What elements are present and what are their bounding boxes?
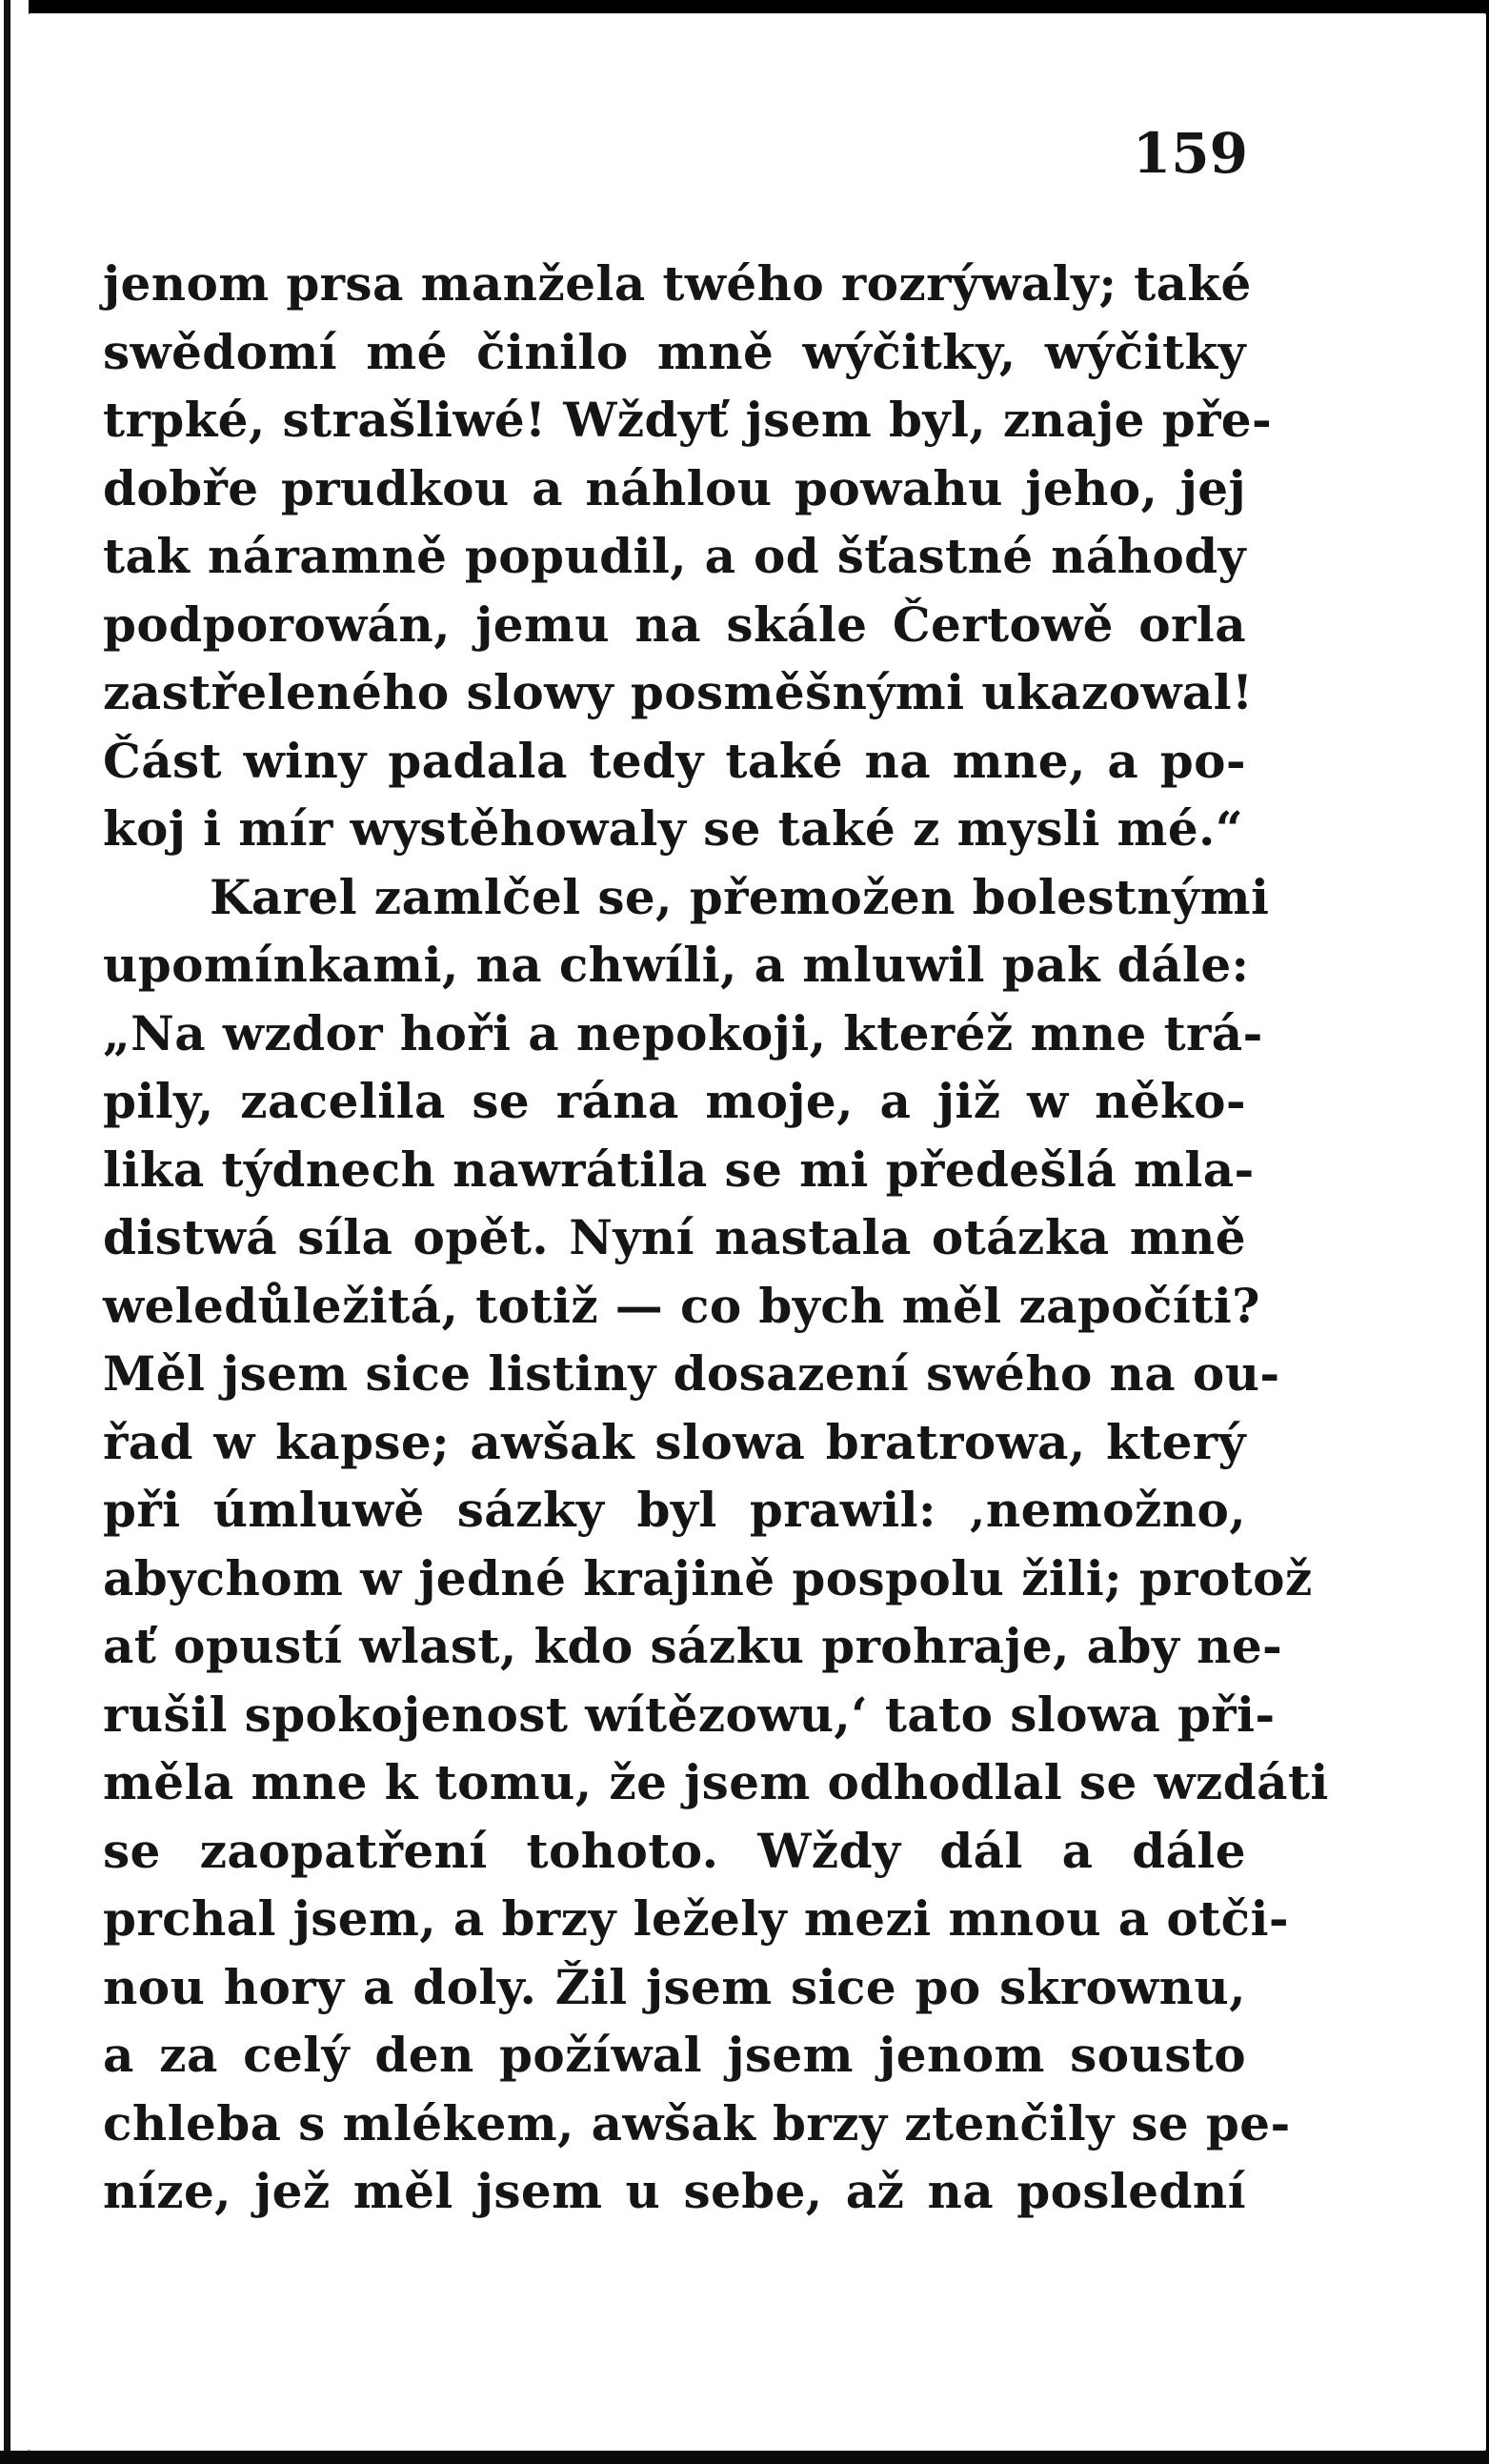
- text-line: weledůležitá, totiž — co bych měl započíti?: [103, 1277, 1260, 1334]
- text-line: měla mne k tomu, že jsem odhodlal se wzdáti: [103, 1754, 1329, 1810]
- text-line: při úmluwě sázky byl prawil: ‚nemožno,: [103, 1482, 1246, 1538]
- text-line: pily, zacelila se rána moje, a již w něko-: [103, 1073, 1246, 1129]
- binding-edge: [4, 0, 10, 2464]
- text-line: nou hory a doly. Žil jsem sice po skrownu,: [103, 1958, 1246, 2015]
- text-line: upomínkami, na chwíli, a mluwil pak dále:: [103, 937, 1250, 993]
- text-line: trpké, strašliwé! Wždyť jsem byl, znaje pře-: [103, 392, 1273, 448]
- text-line: Měl jsem sice listiny dosazení swého na ou-: [103, 1345, 1280, 1402]
- text-line: chleba s mlékem, awšak brzy ztenčily se pe-: [103, 2094, 1291, 2151]
- text-line: tak náramně popudil, a od šťastné náhody: [103, 528, 1246, 584]
- text-line: distwá síla opět. Nyní nastala otázka mně: [103, 1209, 1246, 1265]
- text-line: abychom w jedné krajině pospolu žili; protož: [103, 1549, 1313, 1606]
- text-line: koj i mír wystěhowaly se také z mysli mé.“: [103, 800, 1243, 857]
- text-line: Část winy padala tedy také na mne, a po-: [103, 732, 1246, 789]
- text-line: řad w kapse; awšak slowa bratrowa, který: [103, 1413, 1246, 1470]
- text-line: níze, jež měl jsem u sebe, až na poslední: [103, 2163, 1246, 2219]
- text-line: lika týdnech nawrátila se mi předešlá mla-: [103, 1141, 1255, 1198]
- text-line: „Na wzdor hoři a nepokoji, kteréž mne trá-: [103, 1004, 1263, 1061]
- text-line: jenom prsa manžela twého rozrýwaly; také: [103, 255, 1252, 312]
- text-line: a za celý den požíwal jsem jenom sousto: [103, 2027, 1246, 2083]
- text-line: prchal jsem, a brzy ležely mezi mnou a otči-: [103, 1890, 1290, 1947]
- text-line: se zaopatření tohoto. Wždy dál a dále: [103, 1822, 1246, 1879]
- text-line: rušil spokojenost wítězowu,‘ tato slowa při-: [103, 1686, 1276, 1743]
- text-line: dobře prudkou a náhlou powahu jeho, jej: [103, 459, 1246, 516]
- body-text: [103, 250, 1329, 2226]
- page-number: 159: [1132, 121, 1248, 186]
- paragraph-start-line: Karel zamlčel se, přemožen bolestnými: [210, 868, 1270, 925]
- text-line: podporowán, jemu na skále Čertowě orla: [103, 596, 1246, 653]
- text-line: zastřeleného slowy posměšnými ukazowal!: [103, 664, 1254, 720]
- text-line: ať opustí wlast, kdo sázku prohraje, aby ne-: [103, 1618, 1283, 1674]
- page-edge-left: [0, 0, 29, 2464]
- page-edge-bottom: [0, 2451, 1489, 2464]
- text-line: swědomí mé činilo mně wýčitky, wýčitky: [103, 323, 1246, 380]
